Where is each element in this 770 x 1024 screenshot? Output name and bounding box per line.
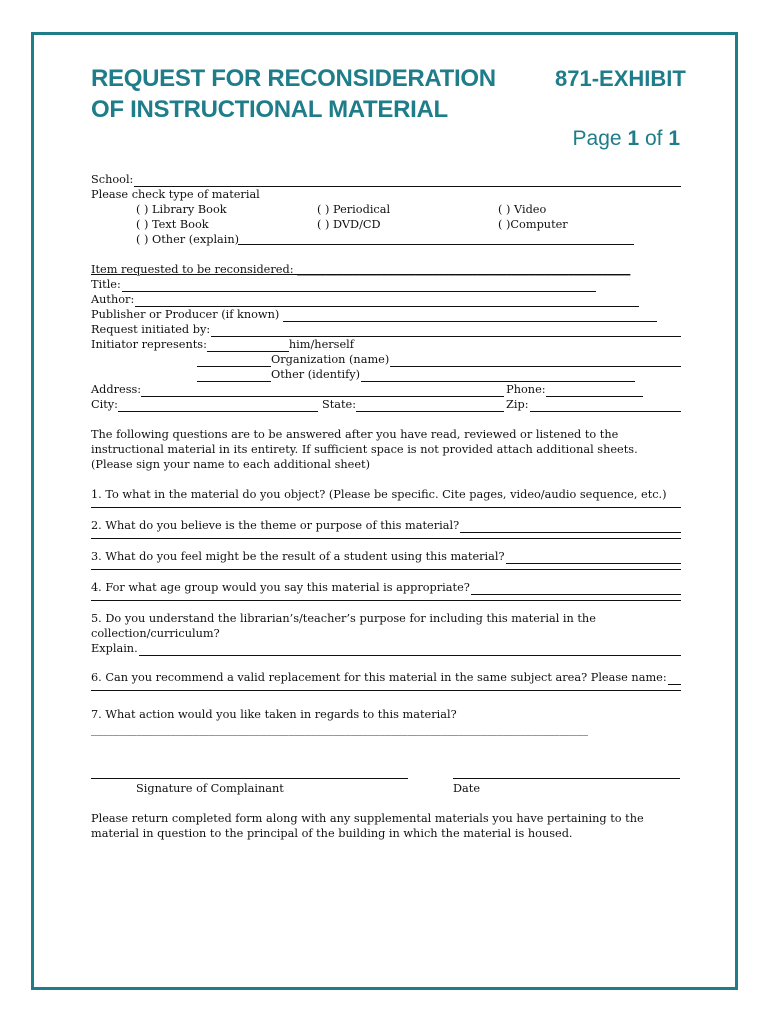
question-3-row [91,549,681,564]
item-requested-label: Item requested to be reconsidered: ___________________________________________________________ [91,263,631,276]
request-initiated-field[interactable] [211,325,681,337]
return-instructions: Please return completed form along with any supplemental materials you have pertaining to the material in question to the principal of the building in which the material is housed. [91,812,644,840]
question-6-row [91,670,681,685]
initiator-row [91,337,681,352]
question-6-answer-field[interactable] [668,673,681,685]
option-video[interactable]: ( ) Video [498,203,547,216]
page-current: 1 [627,127,640,150]
title-row [91,277,681,292]
option-other[interactable]: ( ) Other (explain) [136,233,240,246]
question-4-row [91,580,681,595]
organization-name-field[interactable] [390,355,681,367]
request-initiated-label: Request initiated by: [91,323,211,336]
address-label: Address: [91,383,142,396]
initiator-label: Initiator represents: [91,338,207,351]
other-check-field[interactable] [197,370,271,382]
date-line[interactable] [453,778,680,779]
signature-label: Signature of Complainant [136,782,284,795]
publisher-label: Publisher or Producer (if known) [91,308,280,321]
option-library-book[interactable]: ( ) Library Book [136,203,227,216]
title-line-2: OF INSTRUCTIONAL MATERIAL [91,96,448,123]
phone-field[interactable] [546,385,643,397]
page-prefix: Page [572,127,628,150]
author-row [91,292,681,307]
other-identify-row [91,367,681,382]
organization-row [91,352,681,367]
instructions-sign-note: (Please sign your name to each additional sheet) [91,458,370,471]
author-label: Author: [91,293,135,306]
option-text-book[interactable]: ( ) Text Book [136,218,209,231]
title-field[interactable] [122,280,596,292]
state-field[interactable] [356,400,504,412]
school-row [91,172,681,187]
exhibit-number: 871-EXHIBIT [555,66,686,91]
title-label: Title: [91,278,121,291]
publisher-row [91,307,681,322]
request-form [91,172,681,737]
himherself-field[interactable] [207,340,289,352]
option-periodical[interactable]: ( ) Periodical [317,203,391,216]
question-2: 2. What do you believe is the theme or purpose of this material? [91,519,460,532]
request-initiated-row [91,322,681,337]
question-3: 3. What do you feel might be the result of a student using this material? [91,550,505,563]
question-5: 5. Do you understand the librarian’s/teacher’s purpose for including this material in the collection/curriculum? [91,612,596,640]
question-7: 7. What action would you like taken in regards to this material? [91,708,457,721]
page-of: of [639,127,669,150]
question-2-answer-field[interactable] [460,521,681,533]
question-5-explain-row [91,641,681,656]
question-1: 1. To what in the material do you object? (Please be specific. Cite pages, video/audio sequence, etc.) [91,488,667,501]
other-explain-field[interactable] [238,233,634,245]
option-dvd-cd[interactable]: ( ) DVD/CD [317,218,381,231]
other-identify-field[interactable] [361,370,635,382]
zip-label: Zip: [506,398,529,411]
organization-label: Organization (name) [271,353,390,366]
question-3-answer-field[interactable] [506,552,681,564]
question-5-explain-label: Explain. [91,642,138,655]
material-type-options [91,202,681,247]
other-identify-label: Other (identify) [271,368,361,381]
item-requested-row [91,262,681,277]
check-type-label: Please check type of material [91,188,260,201]
question-4: 4. For what age group would you say this material is appropriate? [91,581,470,594]
page-total: 1 [668,127,680,150]
instructions-text: The following questions are to be answered after you have read, reviewed or listened to the instructional material in its entirety. If sufficient space is not provided attach additional sheets. [91,428,638,456]
school-field[interactable] [134,175,681,187]
city-row [91,397,681,412]
signature-line[interactable] [91,778,408,779]
zip-field[interactable] [530,400,681,412]
option-computer[interactable]: ( )Computer [498,218,568,231]
question-4-answer-field[interactable] [471,583,681,595]
title-line-1: REQUEST FOR RECONSIDERATION [91,65,496,92]
form-title [91,63,496,125]
publisher-field[interactable] [283,310,657,322]
page-indicator [573,127,680,151]
question-6: 6. Can you recommend a valid replacement for this material in the same subject area? Please name: [91,671,667,684]
question-7-answer-line[interactable]: ________________________________________________________________________________________ [91,723,589,736]
question-5-explain-field[interactable] [139,644,681,656]
author-field[interactable] [135,295,639,307]
city-label: City: [91,398,118,411]
city-field[interactable] [118,400,318,412]
himherself-label: him/herself [288,338,354,351]
address-row [91,382,681,397]
date-label: Date [453,782,481,795]
question-2-row [91,518,681,533]
address-field[interactable] [141,385,504,397]
school-label: School: [91,173,134,186]
phone-label: Phone: [506,383,546,396]
state-label: State: [322,398,357,411]
organization-check-field[interactable] [197,355,271,367]
